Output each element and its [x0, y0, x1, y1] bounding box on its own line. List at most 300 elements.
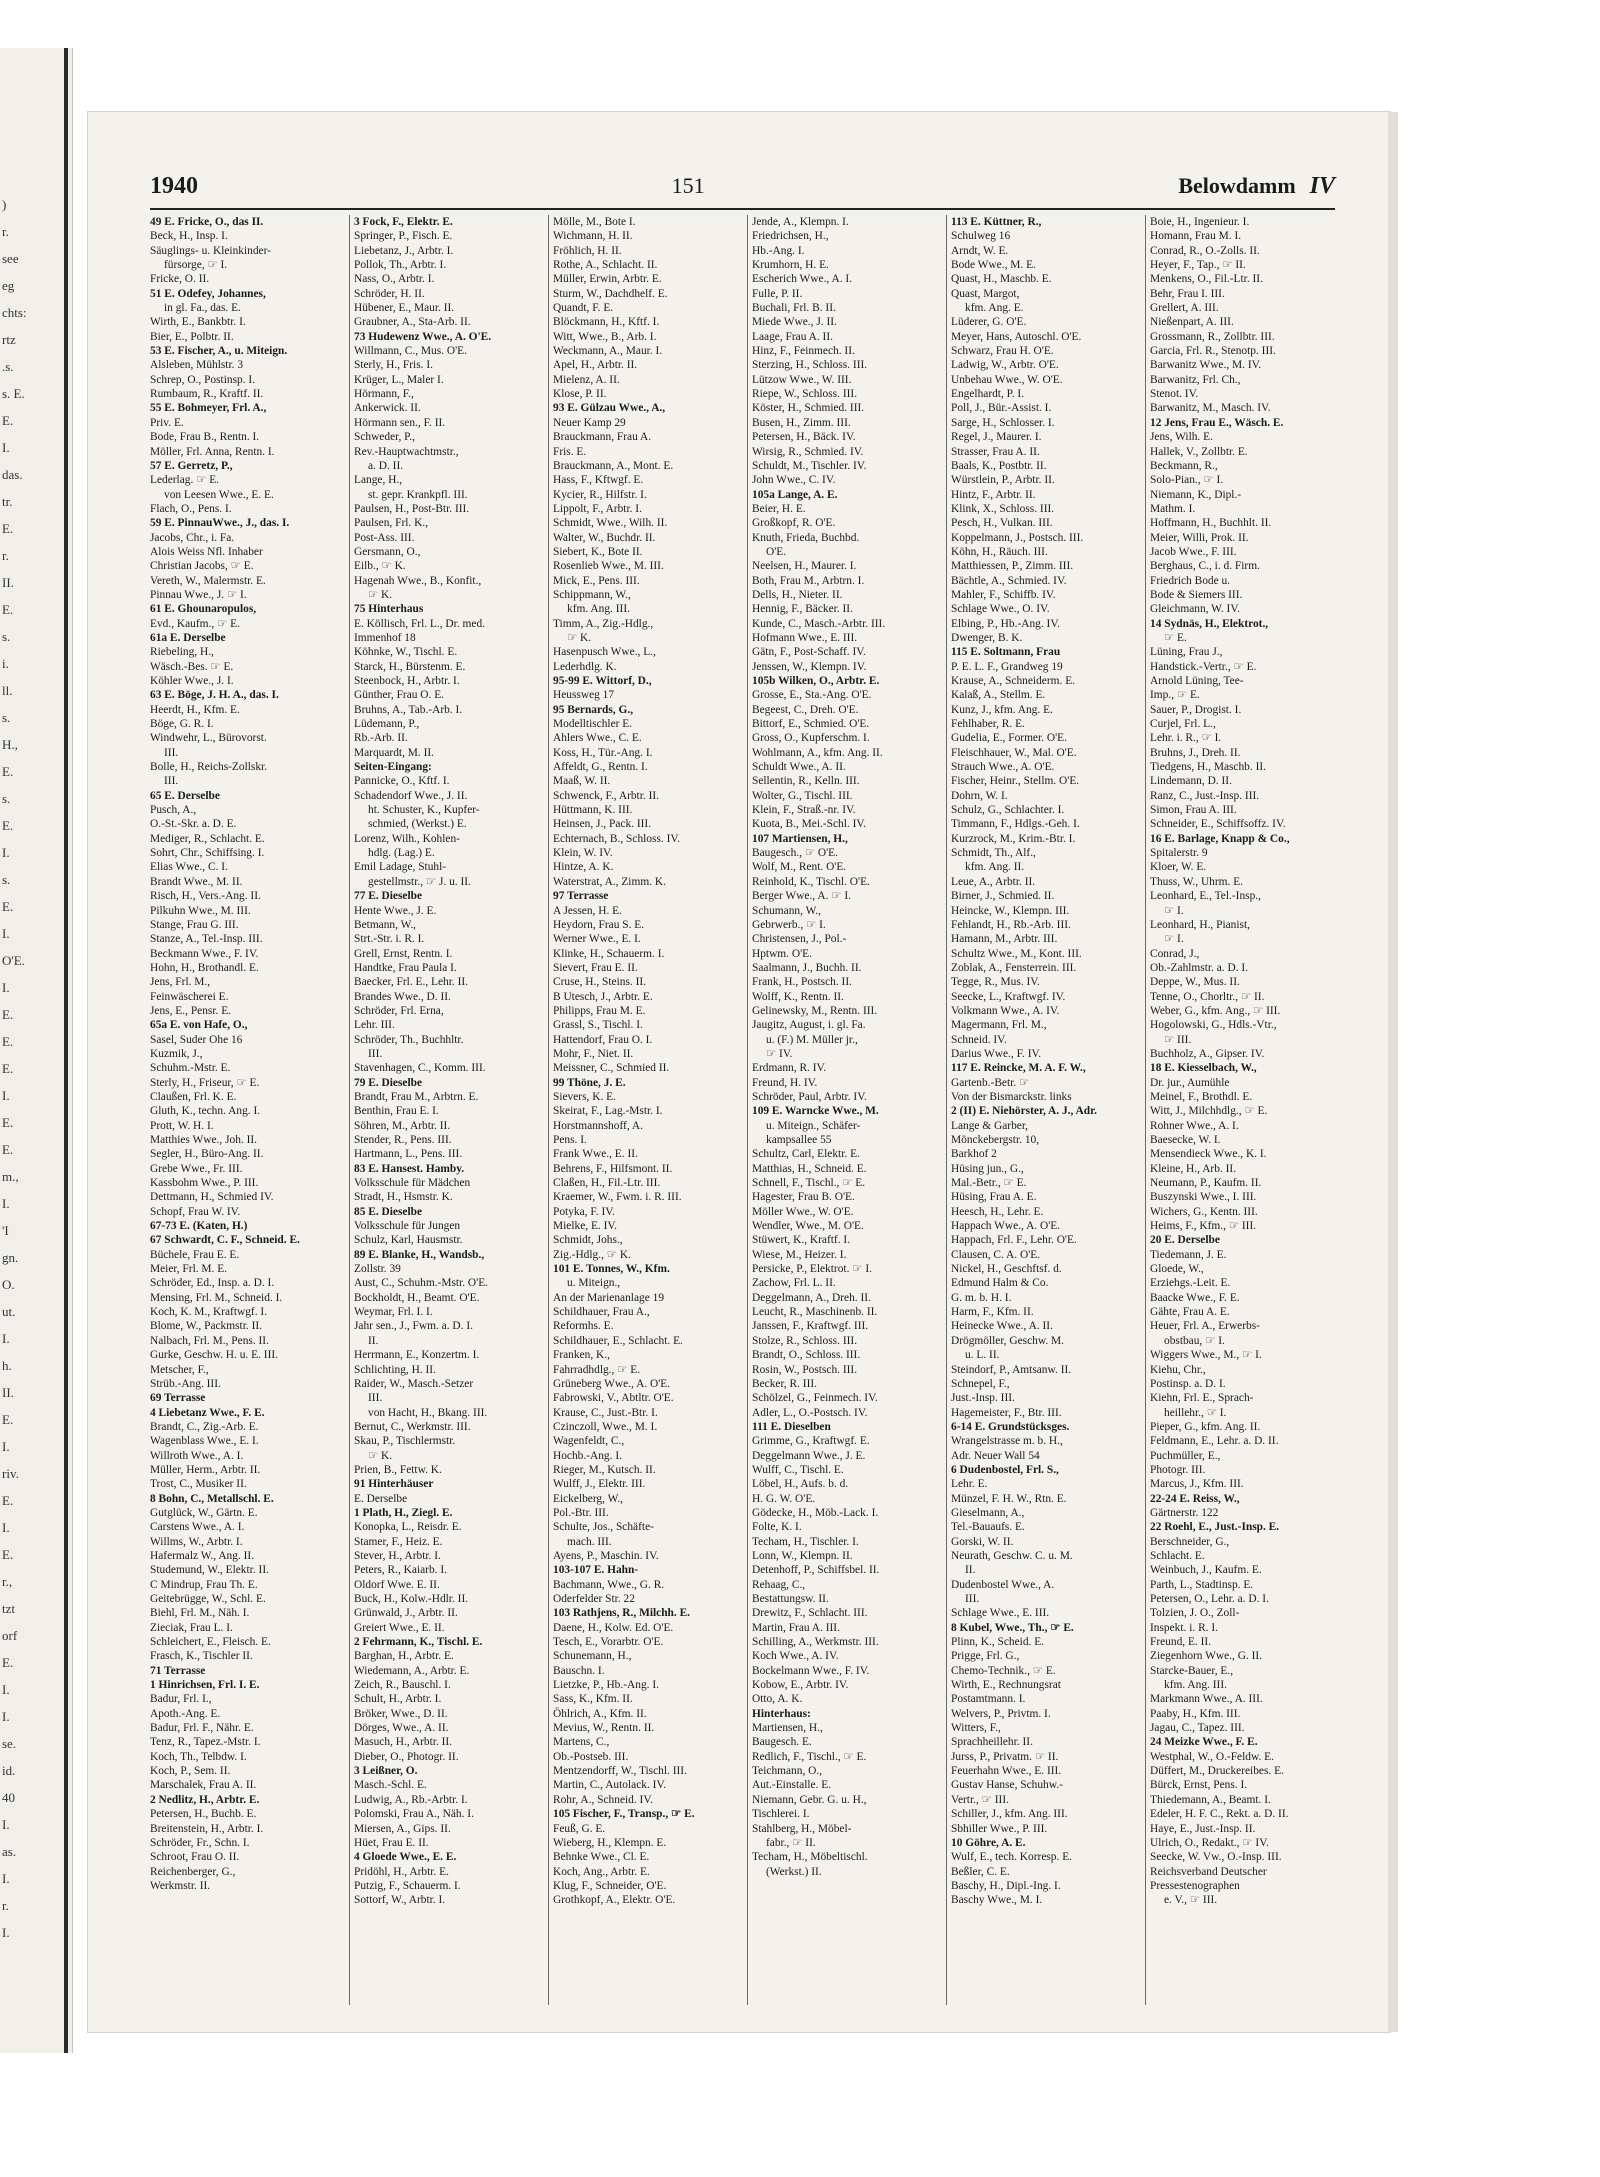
- directory-entry-line: ☞ K.: [567, 631, 592, 644]
- directory-entry-line: Graubner, A., Sta-Arb. II.: [354, 316, 471, 329]
- directory-entry-line: fürsorge, ☞ I.: [164, 259, 228, 272]
- directory-entry-line: Spitalerstr. 9: [1150, 847, 1208, 860]
- directory-entry-line: Kuota, B., Mei.-Schl. IV.: [752, 818, 867, 831]
- facing-page-fragment: orf: [2, 1628, 18, 1643]
- directory-entry-line: Köhnke, W., Tischl. E.: [354, 646, 458, 659]
- directory-entry-line: 10 Göhre, A. E.: [951, 1836, 1026, 1849]
- directory-entry-line: Pol.-Btr. III.: [553, 1506, 609, 1519]
- directory-entry-line: Waterstrat, A., Zimm. K.: [553, 875, 666, 888]
- directory-entry-line: Inspekt. i. R. I.: [1150, 1621, 1219, 1634]
- directory-entry-line: Garcia, Frl. R., Stenotp. III.: [1150, 345, 1276, 358]
- directory-entry-line: Schmidt, Wwe., Wilh. II.: [553, 517, 668, 530]
- directory-entry-line: Erdmann, R. IV.: [752, 1062, 827, 1075]
- directory-entry-line: Sturm, W., Dachdhelf. E.: [553, 287, 668, 300]
- directory-entry-line: Just.-Insp. III.: [951, 1392, 1015, 1405]
- directory-entry-line: Dudenbostel Wwe., A.: [951, 1578, 1055, 1591]
- directory-entry-line: Czinczoll, Wwe., M. I.: [553, 1420, 658, 1433]
- directory-entry-line: Jurss, P., Privatm. ☞ II.: [951, 1750, 1059, 1763]
- directory-entry-line: Wirth, E., Rechnungsrat: [951, 1679, 1061, 1692]
- directory-entry-line: Gloede, W.,: [1150, 1263, 1204, 1276]
- directory-entry-line: Photogr. III.: [1150, 1463, 1206, 1476]
- directory-entry-line: Bächtle, A., Schmied. IV.: [951, 574, 1067, 587]
- directory-entry-line: Mal.-Betr., ☞ E.: [951, 1177, 1027, 1190]
- directory-entry-line: Strt.-Str. i. R. I.: [354, 933, 425, 946]
- directory-entry-line: Adr. Neuer Wall 54: [951, 1449, 1040, 1462]
- directory-entry-line: Wendler, Wwe., M. O'E.: [752, 1220, 864, 1233]
- directory-entry-line: 1 Plath, H., Ziegl. E.: [354, 1506, 453, 1519]
- directory-entry-line: Rehaag, C.,: [752, 1578, 806, 1591]
- directory-entry-line: Adler, L., O.-Postsch. IV.: [752, 1406, 868, 1419]
- directory-entry-line: Gross, O., Kupferschm. I.: [752, 732, 870, 745]
- directory-entry-line: 3 Leißner, O.: [354, 1765, 418, 1778]
- facing-page-fragment: tr.: [2, 494, 13, 509]
- facing-page-fragment: II.: [2, 1385, 14, 1400]
- directory-entry-line: Hohn, H., Brothandl. E.: [150, 961, 259, 974]
- directory-entry-line: Parth, L., Stadtinsp. E.: [1150, 1578, 1254, 1591]
- directory-entry-line: Schlichting, H. II.: [354, 1363, 436, 1376]
- facing-page-fragment: chts:: [2, 305, 27, 320]
- directory-entry-line: Wulff, J., Elektr. III.: [553, 1478, 646, 1491]
- directory-entry-line: Erziehgs.-Leit. E.: [1150, 1277, 1231, 1290]
- directory-entry-line: Sterly, H., Friseur, ☞ E.: [150, 1076, 260, 1089]
- facing-page-fragment: E.: [2, 413, 14, 428]
- directory-entry-line: Petersen, H., Bäck. IV.: [752, 431, 856, 444]
- directory-entry-line: Schildhauer, E., Schlacht. E.: [553, 1334, 683, 1347]
- facing-page-fragment: I.: [2, 1871, 10, 1886]
- directory-entry-line: Reinhold, K., Tischl. O'E.: [752, 875, 870, 888]
- directory-entry-line: Lederlag. ☞ E.: [150, 474, 220, 487]
- facing-page-fragment: I.: [2, 1709, 10, 1724]
- directory-entry-line: Frank, H., Postsch. II.: [752, 976, 852, 989]
- directory-entry-line: Lederhdlg. K.: [553, 660, 617, 673]
- directory-entry-line: Grossmann, R., Zollbtr. III.: [1150, 330, 1275, 343]
- directory-entry-line: Niemann, K., Dipl.-: [1150, 488, 1242, 501]
- facing-page-fragment: I.: [2, 1520, 10, 1535]
- directory-entry-line: schmied, (Werkst.) E.: [368, 818, 467, 831]
- directory-entry-line: 105a Lange, A. E.: [752, 488, 838, 501]
- directory-entry-line: Aust, C., Schuhm.-Mstr. O'E.: [354, 1277, 489, 1290]
- directory-entry-line: Weber, G., kfm. Ang., ☞ III.: [1150, 1004, 1281, 1017]
- directory-entry-line: Christensen, J., Pol.-: [752, 933, 847, 946]
- directory-entry-line: Eickelberg, W.,: [553, 1492, 624, 1505]
- directory-entry-line: Pinnau Wwe., J. ☞ I.: [150, 588, 247, 601]
- directory-entry-line: Koss, H., Tür.-Ang. I.: [553, 746, 653, 759]
- directory-entry-line: Bolle, H., Reichs-Zollskr.: [150, 761, 268, 774]
- directory-entry-line: 105b Wilken, O., Arbtr. E.: [752, 675, 880, 687]
- directory-entry-line: Sarge, H., Schlosser. I.: [951, 416, 1055, 429]
- directory-entry-line: Beßler, C. E.: [951, 1865, 1010, 1878]
- directory-entry-line: Escherich Wwe., A. I.: [752, 273, 853, 286]
- directory-column-4: [747, 215, 934, 2005]
- directory-entry-line: Rev.-Hauptwachtmstr.,: [354, 445, 459, 458]
- directory-entry-line: Reformhs. E.: [553, 1320, 614, 1333]
- directory-entry-line: ☞ IV.: [766, 1047, 793, 1060]
- directory-entry-line: Sievert, Frau E. II.: [553, 961, 638, 974]
- directory-entry-line: Tiedgens, H., Maschb. II.: [1150, 761, 1267, 774]
- directory-entry-line: Frank Wwe., E. II.: [553, 1148, 638, 1161]
- directory-entry-line: Haye, E., Just.-Insp. II.: [1150, 1822, 1256, 1835]
- directory-entry-line: Hallek, V., Zollbtr. E.: [1150, 445, 1248, 458]
- directory-entry-line: Kloer, W. E.: [1150, 861, 1207, 874]
- directory-column-6: [1145, 215, 1332, 2005]
- directory-entry-line: a. D. II.: [368, 459, 404, 472]
- directory-entry-line: von Leesen Wwe., E. E.: [164, 488, 274, 501]
- facing-page-fragment: O.: [2, 1277, 15, 1292]
- directory-entry-line: Beier, H. E.: [752, 502, 806, 515]
- directory-entry-line: 2 Fehrmann, K., Tischl. E.: [354, 1636, 483, 1649]
- directory-entry-line: Bockholdt, H., Beamt. O'E.: [354, 1291, 480, 1304]
- directory-entry-line: Matthies Wwe., Joh. II.: [150, 1134, 258, 1146]
- directory-entry-line: Kunz, J., kfm. Ang. E.: [951, 703, 1053, 716]
- directory-entry-line: Hamann, M., Arbtr. III.: [951, 933, 1058, 946]
- directory-entry-line: Paulsen, Frl. K.,: [354, 517, 429, 530]
- directory-entry-line: Arndt, W. E.: [951, 244, 1009, 257]
- directory-entry-line: III.: [965, 1593, 980, 1605]
- facing-page-fragment: E.: [2, 818, 14, 833]
- directory-entry-line: Schröder, H. II.: [354, 287, 425, 300]
- directory-entry-line: Stavenhagen, C., Komm. III.: [354, 1062, 486, 1075]
- directory-entry-line: Gustav Hanse, Schuhw.-: [951, 1779, 1063, 1792]
- directory-entry-line: Behrens, F., Hilfsmont. II.: [553, 1162, 673, 1175]
- directory-entry-line: Dohrn, W. I.: [951, 789, 1008, 802]
- directory-entry-line: Hinterhaus:: [752, 1707, 811, 1720]
- directory-entry-line: Reichenberger, G.,: [150, 1865, 236, 1878]
- directory-entry-line: 79 E. Dieselbe: [354, 1076, 423, 1089]
- directory-entry-line: Cruse, H., Steins. II.: [553, 976, 647, 989]
- directory-entry-line: Kuzmik, J.,: [150, 1047, 203, 1060]
- directory-entry-line: Mathm. I.: [1150, 502, 1196, 515]
- directory-entry-line: Ob.-Zahlmstr. a. D. I.: [1150, 961, 1249, 974]
- facing-page-fragment: E.: [2, 1034, 14, 1049]
- facing-page-fragment: H.,: [2, 737, 18, 752]
- directory-entry-line: Dells, H., Nieter. II.: [752, 588, 843, 601]
- directory-entry-line: Klein, W. IV.: [553, 847, 613, 860]
- directory-entry-line: Krumhorn, H. E.: [752, 259, 829, 272]
- directory-entry-line: Lützow Wwe., W. III.: [752, 373, 852, 386]
- directory-entry-line: Paaby, H., Kfm. III.: [1150, 1707, 1241, 1720]
- directory-entry-line: kfm. Ang. II.: [965, 861, 1025, 874]
- directory-entry-line: Badur, Frl. I.,: [150, 1693, 212, 1706]
- directory-entry-line: Alsleben, Mühlstr. 3: [150, 359, 244, 372]
- directory-entry-line: Ziegenhorn Wwe., G. II.: [1150, 1650, 1263, 1663]
- directory-entry-line: Skeirat, F., Lag.-Mstr. I.: [553, 1105, 663, 1118]
- facing-page-fragment: r.: [2, 548, 9, 563]
- directory-entry-line: Grell, Ernst, Rentn. I.: [354, 947, 453, 960]
- directory-entry-line: Harm, F., Kfm. II.: [951, 1306, 1034, 1319]
- facing-page-fragment: m.,: [2, 1169, 19, 1184]
- directory-entry-line: 16 E. Barlage, Knapp & Co.,: [1150, 832, 1290, 845]
- directory-entry-line: Grothkopf, A., Elektr. O'E.: [553, 1894, 676, 1907]
- directory-entry-line: Brandt, O., Schloss. III.: [752, 1349, 861, 1362]
- directory-entry-line: Miersen, A., Gips. II.: [354, 1822, 451, 1835]
- facing-page-fragment: I.: [2, 1439, 10, 1454]
- directory-entry-line: Bittorf, E., Schmied. O'E.: [752, 718, 870, 731]
- directory-entry-line: Großkopf, R. O'E.: [752, 517, 836, 530]
- directory-entry-line: Schlage Wwe., O. IV.: [951, 603, 1050, 616]
- directory-entry-line: Lonn, W., Klempn. II.: [752, 1549, 853, 1562]
- directory-entry-line: Lüning, Frau J.,: [1150, 646, 1223, 659]
- directory-entry-line: Schuldt, M., Tischler. IV.: [752, 459, 867, 472]
- directory-entry-line: Kalaß, A., Stellm. E.: [951, 689, 1046, 702]
- directory-entry-line: Jahr sen., J., Fwm. a. D. I.: [354, 1320, 473, 1333]
- directory-entry-line: Lorenz, Wilh., Kohlen-: [354, 832, 460, 845]
- directory-entry-line: 3 Fock, F., Elektr. E.: [354, 216, 453, 228]
- directory-entry-line: Jacob Wwe., F. III.: [1150, 545, 1237, 558]
- directory-entry-line: Pieper, G., kfm. Ang. II.: [1150, 1420, 1261, 1433]
- directory-entry-line: Gärtnerstr. 122: [1150, 1506, 1219, 1519]
- directory-entry-line: Hente Wwe., J. E.: [354, 904, 437, 917]
- directory-entry-line: Elias Wwe., C. I.: [150, 861, 228, 874]
- facing-page-fragment: tzt: [2, 1601, 15, 1616]
- directory-entry-line: Heydorn, Frau S. E.: [553, 918, 645, 931]
- directory-entry-line: Lindemann, D. II.: [1150, 775, 1232, 788]
- directory-entry-line: 85 E. Dieselbe: [354, 1205, 423, 1218]
- directory-entry-line: Schwenck, F., Arbtr. II.: [553, 789, 660, 802]
- directory-entry-line: Echternach, B., Schloss. IV.: [553, 832, 680, 845]
- directory-entry-line: Geitebrügge, W., Schl. E.: [150, 1593, 266, 1605]
- directory-entry-line: Baacke Wwe., F. E.: [1150, 1291, 1240, 1304]
- directory-entry-line: Evd., Kaufm., ☞ E.: [150, 617, 240, 630]
- directory-entry-line: Rohner Wwe., A. I.: [1150, 1119, 1239, 1132]
- directory-entry-line: 73 Hudewenz Wwe., A. O'E.: [354, 330, 492, 343]
- directory-entry-line: Bürck, Ernst, Pens. I.: [1150, 1779, 1248, 1792]
- directory-entry-line: Kassbohm Wwe., P. III.: [150, 1177, 259, 1190]
- directory-entry-line: Hochb.-Ang. I.: [553, 1449, 622, 1462]
- directory-entry-line: Drewitz, F., Schlacht. III.: [752, 1607, 868, 1620]
- directory-entry-line: Heincke, W., Klempn. III.: [951, 904, 1070, 917]
- directory-entry-line: Jens, Wilh. E.: [1150, 431, 1213, 444]
- directory-entry-line: Deggelmann, A., Dreh. II.: [752, 1291, 871, 1304]
- directory-entry-line: Edeler, H. F. C., Rekt. a. D. II.: [1150, 1808, 1289, 1821]
- facing-page-fragment: E.: [2, 1547, 14, 1562]
- directory-entry-line: Begeest, C., Dreh. O'E.: [752, 703, 859, 716]
- directory-entry-line: 65a E. von Hafe, O.,: [150, 1019, 248, 1032]
- facing-page-fragment: ut.: [2, 1304, 16, 1319]
- directory-entry-line: Schmidt, Johs.,: [553, 1234, 623, 1247]
- directory-entry-line: Lehr. III.: [354, 1019, 395, 1032]
- directory-entry-line: Dwenger, B. K.: [951, 631, 1023, 644]
- directory-entry-line: Quast, H., Maschb. E.: [951, 273, 1052, 286]
- directory-entry-line: Poll, J., Bür.-Assist. I.: [951, 402, 1052, 415]
- directory-entry-line: Unbehau Wwe., W. O'E.: [951, 373, 1063, 386]
- directory-entry-line: st. gepr. Krankpfl. III.: [368, 488, 468, 501]
- directory-entry-line: Mentzendorff, W., Tischl. III.: [553, 1765, 687, 1778]
- directory-entry-line: Jagau, C., Tapez. III.: [1150, 1722, 1245, 1735]
- directory-entry-line: Witt, J., Milchhdlg., ☞ E.: [1150, 1105, 1268, 1118]
- directory-entry-line: Schopf, Frau W. IV.: [150, 1205, 241, 1218]
- facing-page-fragment: E.: [2, 521, 14, 536]
- directory-entry-line: O'E.: [766, 545, 787, 558]
- directory-entry-line: Hasenpusch Wwe., L.,: [553, 646, 656, 659]
- directory-entry-line: Eilb., ☞ K.: [354, 560, 406, 573]
- directory-entry-line: Rosenlieb Wwe., M. III.: [553, 560, 664, 573]
- directory-entry-line: Stahlberg, H., Möbel-: [752, 1822, 852, 1835]
- directory-entry-line: 22-24 E. Reiss, W.,: [1150, 1492, 1240, 1505]
- directory-entry-line: Von der Bismarckstr. links: [951, 1090, 1072, 1103]
- facing-page-fragment: s.: [2, 791, 11, 806]
- directory-entry-line: Post-Ass. III.: [354, 531, 415, 544]
- facing-page-fragment: O'E.: [2, 953, 25, 968]
- directory-entry-line: Pesch, H., Vulkan. III.: [951, 517, 1053, 530]
- directory-entry-line: Gebrwerb., ☞ I.: [752, 918, 826, 931]
- directory-entry-line: Masuch, H., Arbtr. II.: [354, 1736, 453, 1749]
- directory-entry-line: Strüb.-Ang. III.: [150, 1377, 221, 1390]
- directory-entry-line: Clausen, C. A. O'E.: [951, 1248, 1041, 1261]
- directory-entry-line: Schilling, A., Werkmstr. III.: [752, 1636, 879, 1649]
- directory-entry-line: Schulz, Karl, Hausmstr.: [354, 1234, 463, 1247]
- directory-entry-line: Grassl, S., Tischl. I.: [553, 1019, 643, 1032]
- directory-entry-line: Hüsing, Frau A. E.: [951, 1191, 1037, 1204]
- directory-entry-line: Tiedemann, J. E.: [1150, 1248, 1227, 1261]
- facing-page-fragment: riv.: [2, 1466, 19, 1481]
- directory-entry-line: Homann, Frau M. I.: [1150, 230, 1242, 243]
- directory-entry-line: Metscher, F.,: [150, 1363, 209, 1376]
- directory-entry-line: 4 Gloede Wwe., E. E.: [354, 1851, 457, 1864]
- directory-entry-line: Neumann, P., Kaufm. II.: [1150, 1177, 1262, 1190]
- directory-entry-line: Greiert Wwe., E. II.: [354, 1621, 445, 1634]
- directory-entry-line: Starck, H., Bürstenm. E.: [354, 660, 466, 673]
- directory-entry-line: Bode & Siemers III.: [1150, 588, 1243, 601]
- directory-entry-line: Jens, Frl. M.,: [150, 976, 211, 989]
- facing-page-fragment: das.: [2, 467, 23, 482]
- directory-entry-line: Weinbuch, J., Kaufm. E.: [1150, 1564, 1262, 1577]
- facing-page-fragment: I.: [2, 1682, 10, 1697]
- directory-entry-line: Hptwm. O'E.: [752, 947, 812, 960]
- directory-entry-line: Leonhard, H., Pianist,: [1150, 918, 1250, 931]
- directory-entry-line: ☞ III.: [1164, 1033, 1192, 1046]
- facing-page-fragment: I.: [2, 926, 10, 941]
- directory-entry-line: Krause, A., Schneiderm. E.: [951, 675, 1076, 687]
- directory-entry-line: kfm. Ang. E.: [965, 302, 1024, 315]
- directory-entry-line: 57 E. Gerretz, P.,: [150, 459, 233, 472]
- directory-entry-line: Neelsen, H., Maurer. I.: [752, 560, 857, 573]
- directory-entry-line: Pridöhl, H., Arbtr. E.: [354, 1865, 449, 1878]
- directory-entry-line: Solo-Pian., ☞ I.: [1150, 474, 1224, 487]
- directory-entry-line: Möller, Frl. Anna, Rentn. I.: [150, 445, 275, 458]
- directory-entry-line: Stamer, F., Heiz. E.: [354, 1535, 443, 1548]
- directory-entry-line: Friedrichsen, H.,: [752, 230, 829, 243]
- directory-entry-line: Baschy, H., Dipl.-Ing. I.: [951, 1879, 1061, 1892]
- facing-page-fragment: I.: [2, 1331, 10, 1346]
- directory-entry-line: Gartenb.-Betr. ☞: [951, 1076, 1030, 1089]
- directory-entry-line: Arnold Lüning, Tee-: [1150, 675, 1244, 687]
- directory-entry-line: Söhren, M., Arbtr. II.: [354, 1119, 451, 1132]
- directory-entry-line: II.: [368, 1334, 379, 1347]
- directory-entry-line: Markmann Wwe., A. III.: [1150, 1693, 1263, 1706]
- directory-entry-line: Klink, X., Schloss. III.: [951, 502, 1055, 515]
- directory-entry-line: Wohlmann, A., kfm. Ang. II.: [752, 746, 883, 759]
- facing-page-fragment: E.: [2, 764, 14, 779]
- directory-entry-line: Wieberg, H., Klempn. E.: [553, 1836, 667, 1849]
- directory-entry-line: Dr. jur., Aumühle: [1150, 1076, 1230, 1089]
- directory-entry-line: G. m. b. H. I.: [951, 1291, 1012, 1304]
- directory-entry-line: Stradt, H., Hsmstr. K.: [354, 1191, 453, 1204]
- directory-entry-line: Mielke, E. IV.: [553, 1220, 618, 1233]
- directory-entry-line: Bode Wwe., M. E.: [951, 259, 1036, 272]
- directory-entry-line: Wolff, K., Rentn. II.: [752, 990, 844, 1003]
- directory-entry-line: Sievers, K. E.: [553, 1090, 616, 1103]
- directory-entry-line: Persicke, P., Elektrot. ☞ I.: [752, 1263, 872, 1276]
- directory-entry-line: Drögmöller, Geschw. M.: [951, 1334, 1065, 1347]
- directory-entry-line: Carstens Wwe., A. I.: [150, 1521, 245, 1534]
- directory-entry-line: Zoblak, A., Fensterrein. III.: [951, 961, 1077, 974]
- directory-entry-line: Kunde, C., Masch.-Arbtr. III.: [752, 617, 886, 630]
- directory-entry-line: Schumann, W.,: [752, 904, 821, 917]
- directory-entry-line: Breitenstein, H., Arbtr. I.: [150, 1822, 264, 1835]
- directory-entry-line: Techam, H., Möbeltischl.: [752, 1851, 868, 1864]
- directory-entry-line: Springer, P., Fisch. E.: [354, 230, 453, 243]
- directory-entry-line: Pannicke, O., Kftf. I.: [354, 775, 450, 788]
- directory-entry-line: Meier, Willi, Prok. II.: [1150, 531, 1249, 544]
- directory-entry-line: Bruhns, J., Dreh. II.: [1150, 746, 1241, 759]
- directory-entry-line: Würstlein, P., Arbtr. II.: [951, 474, 1055, 487]
- directory-entry-line: Schulz, G., Schlachter. I.: [951, 804, 1065, 817]
- directory-entry-line: Seecke, W. Vw., O.-Insp. III.: [1150, 1851, 1282, 1864]
- directory-entry-line: Schröder, Paul, Arbtr. IV.: [752, 1090, 867, 1103]
- directory-entry-line: Lüdemann, P.,: [354, 718, 420, 731]
- directory-entry-line: Jaugitz, August, i. gl. Fa.: [752, 1019, 866, 1032]
- directory-entry-line: Stolze, R., Schloss. III.: [752, 1334, 858, 1347]
- facing-page-fragment: E.: [2, 1655, 14, 1670]
- directory-entry-line: Werkmstr. II.: [150, 1879, 211, 1892]
- directory-entry-line: 115 E. Soltmann, Frau: [951, 646, 1061, 659]
- facing-page-fragment: I.: [2, 1088, 10, 1103]
- directory-entry-line: Schneid. IV.: [951, 1033, 1007, 1046]
- directory-entry-line: 99 Thöne, J. E.: [553, 1076, 626, 1089]
- facing-page-fragment: I.: [2, 440, 10, 455]
- directory-entry-line: Hennig, F., Bäcker. II.: [752, 603, 853, 616]
- directory-entry-line: Weymar, Frl. I. I.: [354, 1306, 433, 1319]
- directory-entry-line: 61a E. Derselbe: [150, 631, 226, 644]
- directory-entry-line: Berger Wwe., A. ☞ I.: [752, 890, 851, 903]
- directory-entry-line: Mick, E., Pens. III.: [553, 574, 640, 587]
- directory-entry-line: Schulte, Jos., Schäfte-: [553, 1521, 654, 1534]
- directory-entry-line: Gluth, K., techn. Ang. I.: [150, 1105, 261, 1118]
- directory-entry-line: Fleischhauer, W., Mal. O'E.: [951, 746, 1077, 759]
- directory-entry-line: Friedrich Bode u.: [1150, 574, 1231, 587]
- directory-entry-line: Buck, H., Kolw.-Hdlr. II.: [354, 1593, 469, 1605]
- directory-entry-line: Dieber, O., Photogr. II.: [354, 1750, 459, 1763]
- directory-entry-line: kfm. Ang. III.: [1164, 1679, 1227, 1692]
- directory-entry-line: Matthiessen, P., Zimm. III.: [951, 560, 1074, 573]
- directory-entry-line: Miede Wwe., J. II.: [752, 316, 837, 329]
- directory-entry-line: 8 Bohn, C., Metallschl. E.: [150, 1492, 274, 1505]
- directory-entry-line: Potyka, F. IV.: [553, 1205, 615, 1218]
- directory-entry-line: Risch, H., Vers.-Ang. II.: [150, 890, 261, 903]
- directory-entry-line: Kleine, H., Arb. II.: [1150, 1162, 1237, 1175]
- directory-entry-line: H. G. W. O'E.: [752, 1492, 816, 1505]
- directory-entry-line: Sbhiller Wwe., P. III.: [951, 1822, 1048, 1835]
- directory-entry-line: Fabrowski, V., Abtltr. O'E.: [553, 1392, 674, 1405]
- directory-entry-line: Bestattungsw. II.: [752, 1593, 829, 1605]
- directory-entry-line: Neuer Kamp 29: [553, 416, 626, 429]
- directory-entry-line: Berschneider, G.,: [1150, 1535, 1230, 1548]
- directory-entry-line: Franken, K.,: [553, 1349, 610, 1362]
- directory-entry-line: 117 E. Reincke, M. A. F. W.,: [951, 1062, 1086, 1075]
- directory-entry-line: Willms, W., Arbtr. I.: [150, 1535, 243, 1548]
- directory-entry-line: Baals, K., Postbtr. II.: [951, 459, 1047, 472]
- directory-entry-line: Ludwig, A., Rb.-Arbtr. I.: [354, 1793, 468, 1806]
- directory-entry-line: Heinsen, J., Pack. III.: [553, 818, 652, 831]
- directory-column-1: [150, 215, 337, 2005]
- directory-columns: [150, 215, 1335, 2005]
- directory-entry-line: Bernut, C., Werkmstr. III.: [354, 1420, 471, 1433]
- directory-entry-line: Lehr. i. R., ☞ I.: [1150, 732, 1222, 745]
- street-name: Belowdamm: [1178, 172, 1296, 198]
- directory-entry-line: Koppelmann, J., Postsch. III.: [951, 531, 1084, 544]
- directory-entry-line: Otto, A. K.: [752, 1693, 803, 1706]
- directory-entry-line: Rohr, A., Schneid. IV.: [553, 1793, 653, 1806]
